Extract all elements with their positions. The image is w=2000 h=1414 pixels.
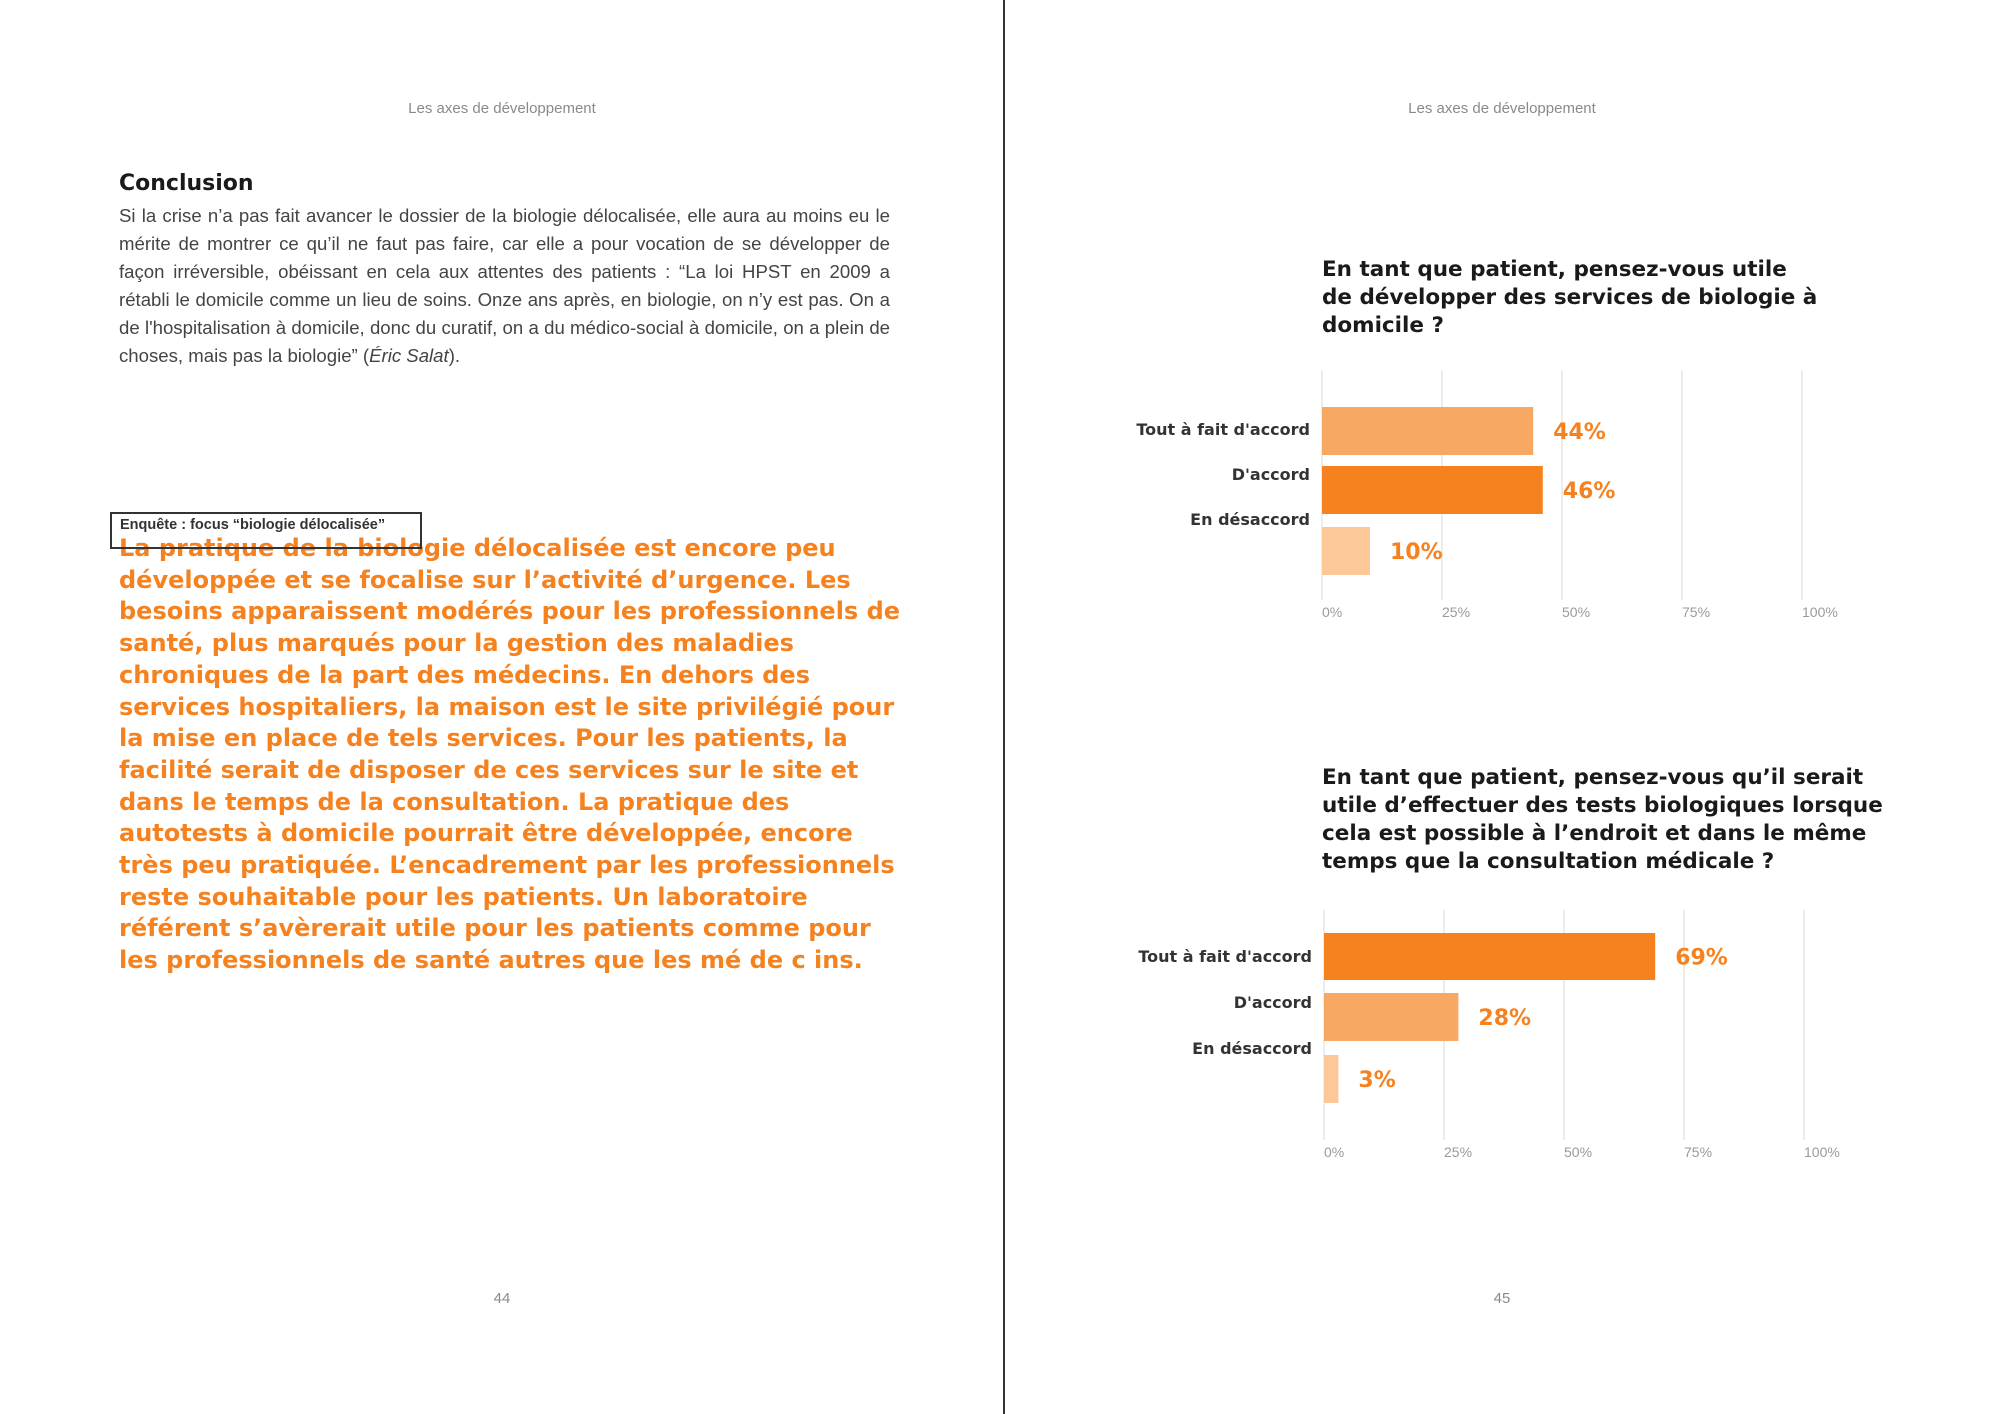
value-label: 10% <box>1390 540 1443 565</box>
page-number-left: 44 <box>493 1290 511 1307</box>
focus-summary: La pratique de la biologie délocalisée est encore peu développée et se focalise sur l’activité d’urgence. Les besoins apparaissent modérés pour les professionnels de santé, plus marqués pour la gestion des maladies chroniques de la part des médecins. En dehors des services hospitaliers, la maison est le site privilégié pour la mise en place de tels services. Pour les patients, la facilité serait de disposer de ces services sur le site et dans le temps de la consultation. La pratique des autotests à domicile pourrait être développée, encore très peu pratiquée. L’encadrement par les professionnels reste souhaitable pour les patients. Un laboratoire référent s’avèrerait utile pour les patients comme pour les professionnels de santé autres que les mé de c ins. <box>119 534 901 975</box>
x-tick-label: 50% <box>1564 1144 1593 1160</box>
x-tick-label: 50% <box>1562 604 1591 620</box>
x-tick-label: 75% <box>1682 604 1711 620</box>
conclusion-paragraph <box>119 202 890 370</box>
bar <box>1322 466 1543 514</box>
x-tick-label: 75% <box>1684 1144 1713 1160</box>
category-label: D'accord <box>1231 465 1310 484</box>
running-header-left: Les axes de développement <box>408 100 596 117</box>
survey-label-box <box>110 512 422 549</box>
chart-1 <box>1100 365 1900 625</box>
bar <box>1324 1055 1338 1103</box>
category-label: Tout à fait d'accord <box>1138 947 1312 966</box>
value-label: 69% <box>1675 945 1728 971</box>
category-label: En désaccord <box>1190 510 1310 529</box>
x-tick-label: 0% <box>1322 604 1343 620</box>
value-label: 46% <box>1562 479 1616 504</box>
bar <box>1322 527 1370 575</box>
conclusion-body: Si la crise n’a pas fait avancer le dossier de la biologie délocalisée, elle aura au moins eu le mérite de montrer ce qu’il ne faut pas faire, car elle a pour vocation de se développer de façon irréversible, obéissant en cela aux attentes des patients : “La loi HPST en 2009 a rétabli le domicile comme un lieu de soins. Onze ans après, en biologie, on n’y est pas. On a de l'hospitalisation à domicile, donc du curatif, on a du médico-social à domicile, on a plein de choses, mais pas la biologie” ( <box>119 205 890 366</box>
x-tick-label: 100% <box>1804 1144 1840 1160</box>
running-header-right: Les axes de développement <box>1408 100 1596 117</box>
value-label: 28% <box>1478 1006 1532 1031</box>
conclusion-closing: ). <box>448 345 461 366</box>
value-label: 3% <box>1358 1068 1396 1093</box>
category-label: Tout à fait d'accord <box>1136 420 1310 439</box>
category-label: D'accord <box>1233 993 1312 1012</box>
bar <box>1324 933 1655 980</box>
x-tick-label: 25% <box>1444 1144 1473 1160</box>
chart-1-title: En tant que patient, pensez-vous utile de développer des services de biologie à domicile ? <box>1322 257 1818 338</box>
x-tick-label: 25% <box>1442 604 1471 620</box>
page-spine <box>1003 0 1005 1414</box>
survey-label: Enquête : focus “biologie délocalisée” <box>120 517 386 533</box>
conclusion-attribution: Éric Salat <box>369 345 449 366</box>
x-tick-label: 0% <box>1324 1144 1345 1160</box>
chart-2-title: En tant que patient, pensez-vous qu’il serait utile d’effectuer des tests biologiques lorsque cela est possible à l’endroit et dans le même temps que la consultation médicale ? <box>1322 765 1883 874</box>
chart-2 <box>1100 905 1900 1165</box>
bar <box>1322 407 1533 455</box>
bar <box>1324 993 1458 1041</box>
conclusion-title: Conclusion <box>119 171 254 196</box>
category-label: En désaccord <box>1192 1039 1312 1058</box>
value-label: 44% <box>1553 420 1606 445</box>
page-number-right: 45 <box>1493 1290 1511 1307</box>
x-tick-label: 100% <box>1802 604 1838 620</box>
